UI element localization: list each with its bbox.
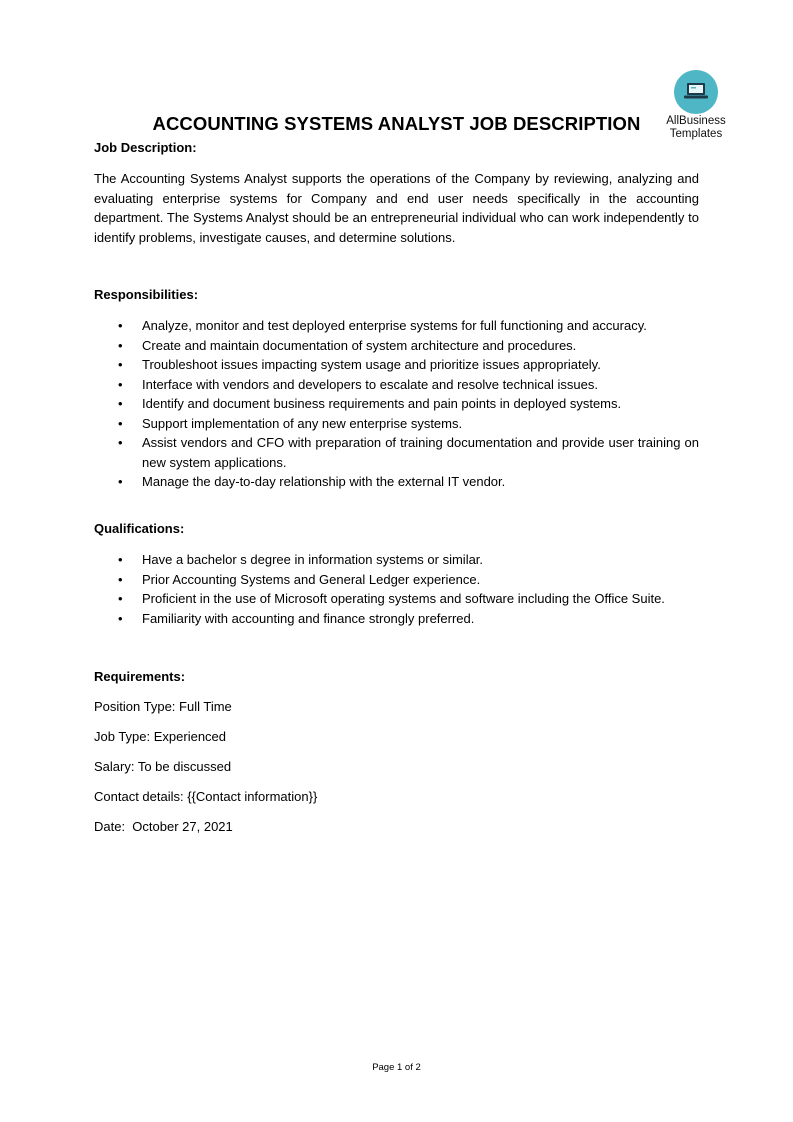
bullet-icon: • (118, 571, 123, 587)
salary: Salary: To be discussed (94, 759, 232, 774)
list-item: • Have a bachelor s degree in information systems or similar. (94, 550, 699, 570)
responsibilities-list (94, 316, 699, 492)
contact-details: Contact details: {{Contact information}} (94, 789, 318, 804)
requirements-heading: Requirements: (94, 669, 186, 684)
logo-line-1: AllBusiness (666, 115, 726, 127)
bullet-icon: • (118, 610, 123, 626)
logo-line-2: Templates (669, 128, 723, 140)
date: Date: October 27, 2021 (94, 819, 233, 834)
bullet-icon: • (118, 474, 123, 489)
list-item: • Create and maintain documentation of system architecture and procedures. (94, 336, 699, 356)
bullet-icon: • (118, 357, 123, 372)
page-number: Page 1 of 2 (372, 1062, 421, 1073)
laptop-icon (674, 70, 718, 114)
list-item: • Manage the day-to-day relationship with the external IT vendor. (94, 472, 699, 492)
responsibilities-heading: Responsibilities: (94, 287, 199, 302)
job-description-heading: Job Description: (94, 140, 197, 155)
bullet-icon: • (118, 591, 123, 606)
document-title: ACCOUNTING SYSTEMS ANALYST JOB DESCRIPTION (152, 113, 641, 134)
list-item: • Familiarity with accounting and finance strongly preferred. (94, 609, 699, 629)
list-item: • Assist vendors and CFO with preparation of training documentation and provide user training on new system applications. (118, 435, 699, 470)
qualifications-heading: Qualifications: (94, 521, 185, 536)
list-item: • Troubleshoot issues impacting system usage and prioritize issues appropriately. (94, 355, 699, 375)
qualifications-list (94, 550, 699, 628)
list-item: • Proficient in the use of Microsoft operating systems and software including the Office Suite. (94, 589, 699, 609)
bullet-icon: • (118, 552, 123, 567)
bullet-icon: • (118, 396, 123, 411)
bullet-icon: • (118, 415, 123, 431)
bullet-icon: • (118, 435, 123, 450)
bullet-icon: • (118, 376, 123, 392)
list-item: • Support implementation of any new enterprise systems. (94, 414, 699, 434)
job-description-text: The Accounting Systems Analyst supports the operations of the Company by reviewing, analyzing and evaluating enterprise systems for Company and end user needs specifically in the accounting department. The Systems Analyst should be an entrepreneurial individual who can work independently to identify problems, investigate causes, and determine solutions. (94, 171, 699, 245)
list-item: • Identify and document business requirements and pain points in deployed systems. (94, 394, 699, 414)
job-type: Job Type: Experienced (94, 729, 227, 744)
list-item: • Prior Accounting Systems and General Ledger experience. (94, 570, 699, 590)
position-type: Position Type: Full Time (94, 699, 232, 714)
bullet-icon: • (118, 318, 123, 333)
list-item: • Analyze, monitor and test deployed enterprise systems for full functioning and accuracy. (94, 316, 699, 336)
bullet-icon: • (118, 337, 123, 353)
list-item: • Interface with vendors and developers to escalate and resolve technical issues. (94, 375, 699, 395)
